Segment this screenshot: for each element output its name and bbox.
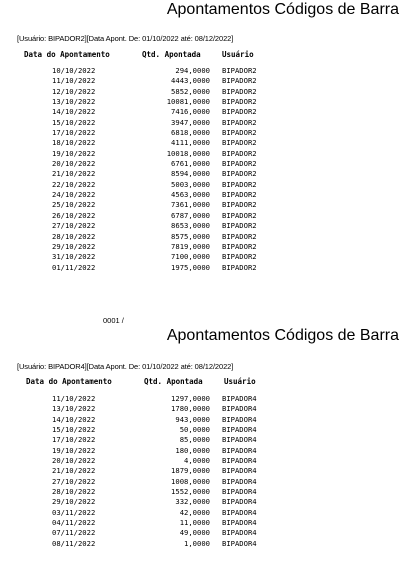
table-row bbox=[0, 242, 405, 252]
cell-qty: 7819,0000 bbox=[171, 241, 210, 251]
cell-user: BIPADOR2 bbox=[222, 148, 257, 158]
table-row bbox=[0, 97, 405, 107]
cell-date: 13/10/2022 bbox=[52, 404, 96, 414]
cell-date: 28/10/2022 bbox=[52, 487, 96, 497]
cell-qty: 1,0000 bbox=[184, 538, 210, 548]
cell-qty: 6761,0000 bbox=[171, 159, 210, 169]
column-header-user: Usuário bbox=[222, 50, 254, 59]
table-row bbox=[0, 508, 405, 518]
table-row bbox=[0, 107, 405, 117]
cell-user: BIPADOR2 bbox=[222, 117, 257, 127]
cell-user: BIPADOR4 bbox=[222, 518, 257, 528]
cell-date: 27/10/2022 bbox=[52, 221, 96, 231]
cell-qty: 1975,0000 bbox=[171, 262, 210, 272]
column-header-date: Data do Apontamento bbox=[26, 377, 112, 386]
cell-qty: 49,0000 bbox=[179, 528, 210, 538]
cell-qty: 50,0000 bbox=[179, 425, 210, 435]
table-row bbox=[0, 456, 405, 466]
cell-qty: 180,0000 bbox=[175, 445, 210, 455]
column-header-qty: Qtd. Apontada bbox=[144, 377, 203, 386]
cell-date: 04/11/2022 bbox=[52, 518, 96, 528]
cell-qty: 42,0000 bbox=[179, 507, 210, 517]
table-row bbox=[0, 66, 405, 76]
cell-date: 08/11/2022 bbox=[52, 538, 96, 548]
table-row bbox=[0, 528, 405, 538]
table-row bbox=[0, 435, 405, 445]
cell-date: 25/10/2022 bbox=[52, 200, 96, 210]
cell-qty: 943,0000 bbox=[175, 414, 210, 424]
cell-qty: 1297,0000 bbox=[171, 394, 210, 403]
report-table-body bbox=[0, 394, 405, 549]
cell-date: 01/11/2022 bbox=[52, 262, 96, 272]
cell-date: 13/10/2022 bbox=[52, 97, 96, 107]
cell-date: 14/10/2022 bbox=[52, 414, 96, 424]
table-row bbox=[0, 169, 405, 179]
cell-qty: 10018,0000 bbox=[166, 148, 210, 158]
cell-qty: 1552,0000 bbox=[171, 487, 210, 497]
cell-user: BIPADOR2 bbox=[222, 262, 257, 272]
table-row bbox=[0, 87, 405, 97]
cell-user: BIPADOR2 bbox=[222, 231, 257, 241]
cell-qty: 1780,0000 bbox=[171, 404, 210, 414]
cell-qty: 4111,0000 bbox=[171, 138, 210, 148]
cell-date: 15/10/2022 bbox=[52, 117, 96, 127]
cell-user: BIPADOR2 bbox=[222, 190, 257, 200]
cell-date: 19/10/2022 bbox=[52, 445, 96, 455]
cell-qty: 10081,0000 bbox=[166, 97, 210, 107]
cell-qty: 85,0000 bbox=[179, 435, 210, 445]
cell-user: BIPADOR4 bbox=[222, 466, 257, 476]
table-row bbox=[0, 200, 405, 210]
report-filter: [Usuário: BIPADOR4][Data Apont. De: 01/10/2022 até: 08/12/2022] bbox=[17, 362, 234, 371]
table-row bbox=[0, 76, 405, 86]
column-header-date: Data do Apontamento bbox=[24, 50, 110, 59]
cell-qty: 8594,0000 bbox=[171, 169, 210, 179]
cell-date: 03/11/2022 bbox=[52, 507, 96, 517]
table-row bbox=[0, 497, 405, 507]
table-row bbox=[0, 404, 405, 414]
cell-user: BIPADOR2 bbox=[222, 128, 257, 138]
table-row bbox=[0, 211, 405, 221]
table-row bbox=[0, 190, 405, 200]
table-row bbox=[0, 128, 405, 138]
cell-qty: 5003,0000 bbox=[171, 179, 210, 189]
cell-user: BIPADOR4 bbox=[222, 404, 257, 414]
cell-date: 22/10/2022 bbox=[52, 179, 96, 189]
cell-qty: 4,0000 bbox=[184, 456, 210, 466]
table-row bbox=[0, 263, 405, 273]
cell-user: BIPADOR4 bbox=[222, 394, 257, 403]
cell-date: 29/10/2022 bbox=[52, 241, 96, 251]
cell-user: BIPADOR2 bbox=[222, 200, 257, 210]
cell-qty: 332,0000 bbox=[175, 497, 210, 507]
report-filter: [Usuário: BIPADOR2][Data Apont. De: 01/10/2022 até: 08/12/2022] bbox=[17, 34, 234, 43]
cell-qty: 1879,0000 bbox=[171, 466, 210, 476]
report-table-body bbox=[0, 66, 405, 273]
cell-date: 17/10/2022 bbox=[52, 435, 96, 445]
cell-date: 14/10/2022 bbox=[52, 107, 96, 117]
table-row bbox=[0, 221, 405, 231]
cell-date: 28/10/2022 bbox=[52, 231, 96, 241]
cell-date: 20/10/2022 bbox=[52, 159, 96, 169]
cell-qty: 7361,0000 bbox=[171, 200, 210, 210]
cell-qty: 6787,0000 bbox=[171, 210, 210, 220]
table-row bbox=[0, 477, 405, 487]
table-row bbox=[0, 539, 405, 549]
table-row bbox=[0, 138, 405, 148]
cell-qty: 8653,0000 bbox=[171, 221, 210, 231]
cell-date: 18/10/2022 bbox=[52, 138, 96, 148]
cell-date: 11/10/2022 bbox=[52, 76, 96, 86]
cell-user: BIPADOR4 bbox=[222, 497, 257, 507]
cell-date: 31/10/2022 bbox=[52, 252, 96, 262]
cell-date: 20/10/2022 bbox=[52, 456, 96, 466]
table-row bbox=[0, 466, 405, 476]
cell-user: BIPADOR2 bbox=[222, 107, 257, 117]
cell-user: BIPADOR4 bbox=[222, 487, 257, 497]
table-row bbox=[0, 518, 405, 528]
cell-user: BIPADOR2 bbox=[222, 221, 257, 231]
cell-user: BIPADOR2 bbox=[222, 97, 257, 107]
cell-qty: 5852,0000 bbox=[171, 86, 210, 96]
cell-user: BIPADOR2 bbox=[222, 241, 257, 251]
cell-date: 15/10/2022 bbox=[52, 425, 96, 435]
cell-user: BIPADOR4 bbox=[222, 425, 257, 435]
cell-qty: 294,0000 bbox=[175, 66, 210, 75]
table-row bbox=[0, 425, 405, 435]
cell-date: 11/10/2022 bbox=[52, 394, 96, 403]
cell-qty: 4443,0000 bbox=[171, 76, 210, 86]
table-row bbox=[0, 446, 405, 456]
column-header-qty: Qtd. Apontada bbox=[142, 50, 201, 59]
cell-user: BIPADOR2 bbox=[222, 66, 257, 75]
cell-qty: 7416,0000 bbox=[171, 107, 210, 117]
cell-user: BIPADOR2 bbox=[222, 138, 257, 148]
cell-user: BIPADOR2 bbox=[222, 76, 257, 86]
cell-date: 29/10/2022 bbox=[52, 497, 96, 507]
table-row bbox=[0, 232, 405, 242]
cell-date: 21/10/2022 bbox=[52, 169, 96, 179]
cell-user: BIPADOR4 bbox=[222, 476, 257, 486]
cell-qty: 8575,0000 bbox=[171, 231, 210, 241]
cell-date: 10/10/2022 bbox=[52, 66, 96, 75]
table-row bbox=[0, 180, 405, 190]
table-row bbox=[0, 415, 405, 425]
table-row bbox=[0, 118, 405, 128]
column-header-user: Usuário bbox=[224, 377, 256, 386]
report-title: Apontamentos Códigos de Barra bbox=[166, 327, 399, 344]
cell-date: 27/10/2022 bbox=[52, 476, 96, 486]
cell-qty: 3947,0000 bbox=[171, 117, 210, 127]
cell-user: BIPADOR4 bbox=[222, 456, 257, 466]
table-row bbox=[0, 394, 405, 404]
cell-user: BIPADOR4 bbox=[222, 445, 257, 455]
cell-user: BIPADOR4 bbox=[222, 538, 257, 548]
cell-qty: 11,0000 bbox=[179, 518, 210, 528]
cell-date: 12/10/2022 bbox=[52, 86, 96, 96]
cell-user: BIPADOR2 bbox=[222, 179, 257, 189]
table-row bbox=[0, 159, 405, 169]
table-row bbox=[0, 487, 405, 497]
cell-date: 21/10/2022 bbox=[52, 466, 96, 476]
cell-user: BIPADOR4 bbox=[222, 414, 257, 424]
cell-qty: 4563,0000 bbox=[171, 190, 210, 200]
cell-user: BIPADOR2 bbox=[222, 169, 257, 179]
cell-user: BIPADOR2 bbox=[222, 210, 257, 220]
cell-user: BIPADOR4 bbox=[222, 507, 257, 517]
cell-user: BIPADOR4 bbox=[222, 528, 257, 538]
report-title: Apontamentos Códigos de Barra bbox=[166, 1, 399, 18]
cell-qty: 1008,0000 bbox=[171, 476, 210, 486]
table-row bbox=[0, 252, 405, 262]
table-row bbox=[0, 149, 405, 159]
cell-user: BIPADOR2 bbox=[222, 252, 257, 262]
cell-user: BIPADOR2 bbox=[222, 159, 257, 169]
cell-date: 19/10/2022 bbox=[52, 148, 96, 158]
cell-date: 07/11/2022 bbox=[52, 528, 96, 538]
cell-user: BIPADOR4 bbox=[222, 435, 257, 445]
cell-qty: 6818,0000 bbox=[171, 128, 210, 138]
cell-date: 26/10/2022 bbox=[52, 210, 96, 220]
page-number: 0001 / bbox=[103, 316, 124, 325]
cell-user: BIPADOR2 bbox=[222, 86, 257, 96]
cell-qty: 7100,0000 bbox=[171, 252, 210, 262]
cell-date: 24/10/2022 bbox=[52, 190, 96, 200]
cell-date: 17/10/2022 bbox=[52, 128, 96, 138]
